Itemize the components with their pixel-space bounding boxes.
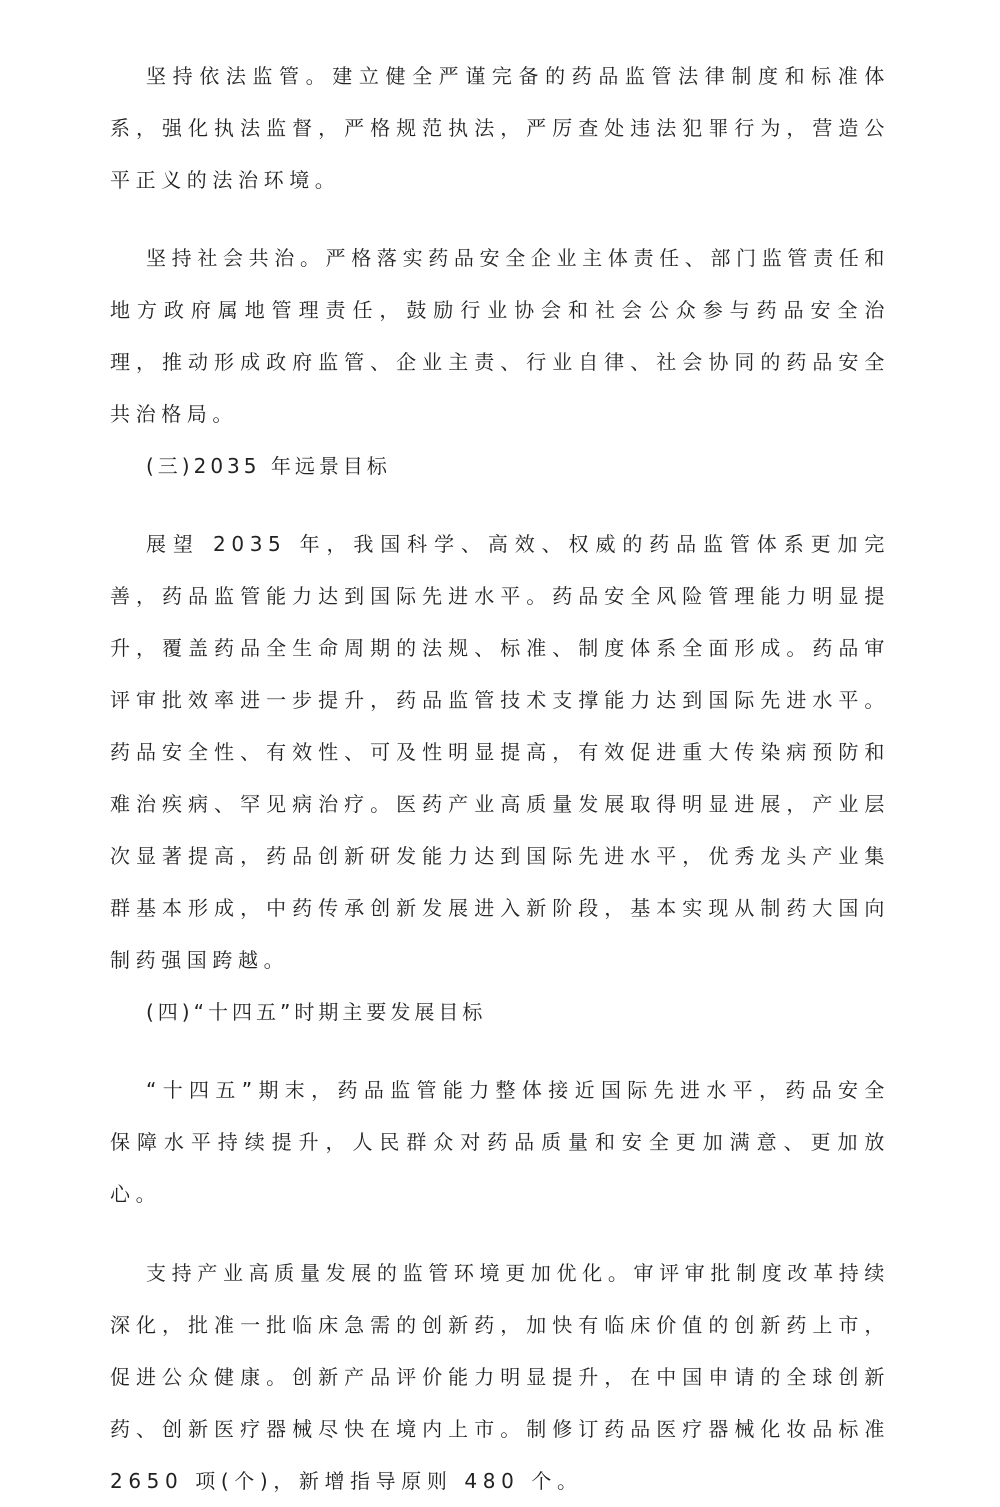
paragraph-regulatory-environment: 支持产业高质量发展的监管环境更加优化。审评审批制度改革持续深化，批准一批临床急需的创新药，加快有临床价值的创新药上市，促进公众健康。创新产品评价能力明显提升，在中国申请的全球创新药、创新医疗器械尽快在境内上市。制修订药品医疗器械化妆品标准 2650 项(个)，新增指导原则 480 个。 — [110, 1261, 890, 1493]
section-heading-14th-five-year-goals: (四)“十四五”时期主要发展目标 — [146, 1000, 487, 1024]
document-page — [110, 50, 890, 1507]
paragraph-lawful-supervision: 坚持依法监管。建立健全严谨完备的药品监管法律制度和标准体系，强化执法监督，严格规范执法，严厉查处违法犯罪行为，营造公平正义的法治环境。 — [110, 64, 890, 192]
paragraph-2035-vision: 展望 2035 年，我国科学、高效、权威的药品监管体系更加完善，药品监管能力达到国际先进水平。药品安全风险管理能力明显提升，覆盖药品全生命周期的法规、标准、制度体系全面形成。药品审评审批效率进一步提升，药品监管技术支撑能力达到国际先进水平。药品安全性、有效性、可及性明显提高，有效促进重大传染病预防和难治疾病、罕见病治疗。医药产业高质量发展取得明显进展，产业层次显著提高，药品创新研发能力达到国际先进水平，优秀龙头产业集群基本形成，中药传承创新发展进入新阶段，基本实现从制药大国向制药强国跨越。 — [110, 532, 890, 972]
paragraph-social-governance: 坚持社会共治。严格落实药品安全企业主体责任、部门监管责任和地方政府属地管理责任，鼓励行业协会和社会公众参与药品安全治理，推动形成政府监管、企业主责、行业自律、社会协同的药品安全共治格局。 — [110, 246, 890, 426]
paragraph-14th-five-year-summary: “十四五”期末，药品监管能力整体接近国际先进水平，药品安全保障水平持续提升，人民群众对药品质量和安全更加满意、更加放心。 — [110, 1078, 890, 1206]
section-heading-2035-vision: (三)2035 年远景目标 — [146, 454, 391, 478]
